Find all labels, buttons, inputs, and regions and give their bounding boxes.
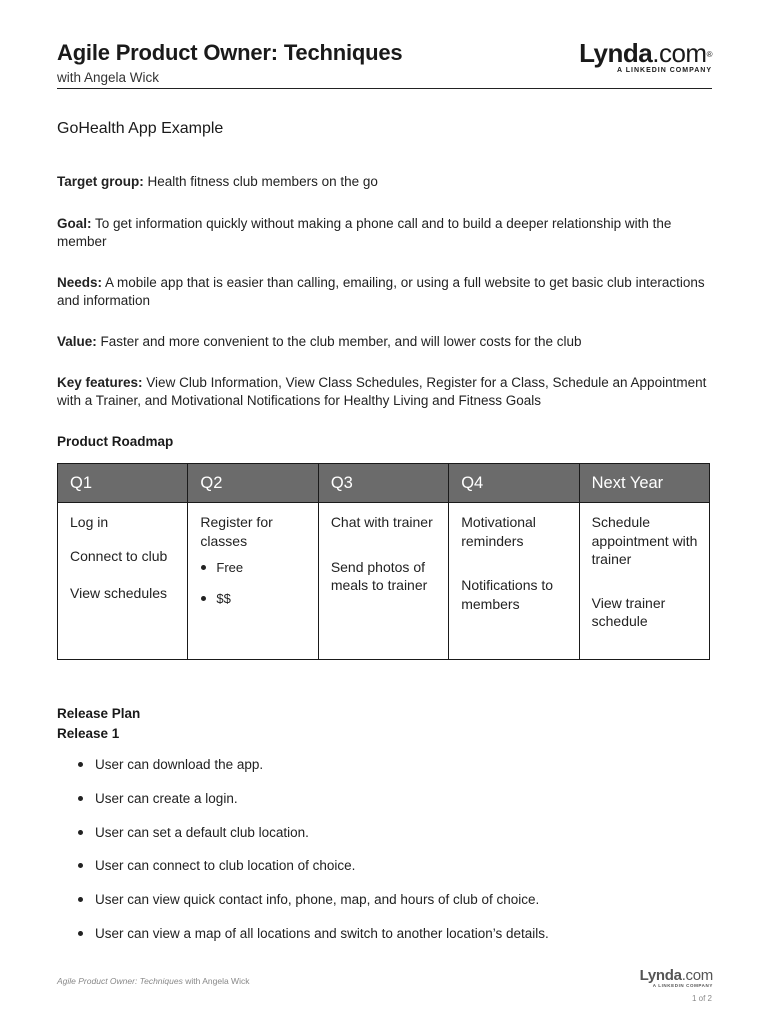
roadmap-column-q4 [449, 464, 579, 659]
list-item: User can download the app. [77, 756, 549, 790]
logo-wordmark-light: .com [652, 38, 707, 68]
roadmap-column-q2 [188, 464, 318, 659]
target-group-paragraph [57, 173, 712, 191]
value-paragraph [57, 333, 712, 351]
footer-logo-light: .com [681, 967, 713, 984]
list-item: User can set a default club location. [77, 824, 549, 858]
logo-wordmark-strong: Lynda [579, 38, 653, 68]
roadmap-column-q1 [58, 464, 188, 659]
roadmap-cell-q2 [188, 503, 317, 620]
footer-lynda-logo [640, 968, 713, 988]
roadmap-item: View trainer schedule [591, 594, 666, 629]
roadmap-cell-q3 [319, 503, 448, 610]
goal-text: To get information quickly without making a phone call and to build a deeper relationship with the member [57, 216, 672, 249]
roadmap-cell-q1 [58, 503, 187, 618]
roadmap-item: Chat with trainer [330, 514, 433, 530]
roadmap-column-next-year [580, 464, 709, 659]
footer-author: with Angela Wick [182, 976, 250, 986]
roadmap-item: Log in [70, 514, 109, 530]
value-label: Value: [57, 334, 97, 349]
roadmap-item: Connect to club [70, 547, 168, 564]
roadmap-item: Motivational reminders [461, 514, 536, 549]
roadmap-header-q2: Q2 [188, 464, 317, 503]
roadmap-title: Product Roadmap [57, 434, 174, 449]
footer-logo-strong: Lynda [639, 967, 682, 984]
roadmap-item: Schedule appointment with trainer [591, 514, 698, 567]
roadmap-header-next-year: Next Year [580, 464, 709, 503]
roadmap-header-q4: Q4 [449, 464, 578, 503]
target-group-label: Target group: [57, 174, 144, 189]
logo-registered-mark: ® [706, 50, 712, 59]
roadmap-header-q1: Q1 [58, 464, 187, 503]
roadmap-column-q3 [319, 464, 449, 659]
list-item: User can view a map of all locations and switch to another location’s details. [77, 925, 549, 959]
logo-wordmark [579, 40, 712, 66]
page-number: 1 of 2 [691, 994, 712, 1003]
header-divider [57, 88, 712, 89]
document-title: Agile Product Owner: Techniques [57, 40, 403, 65]
release-plan-title: Release Plan [57, 706, 141, 721]
roadmap-item: Notifications to members [461, 577, 554, 612]
document-author: with Angela Wick [57, 70, 160, 85]
list-item: User can connect to club location of choice. [77, 857, 549, 891]
goal-paragraph [57, 215, 712, 250]
logo-tagline: A LINKEDIN COMPANY [617, 67, 712, 74]
footer-course-title: Agile Product Owner: Techniques [57, 976, 183, 986]
release-list [77, 756, 549, 959]
footer-logo-tagline: A LINKEDIN COMPANY [652, 983, 713, 988]
roadmap-cell-next-year [580, 503, 709, 646]
footer-logo-wordmark [640, 968, 713, 983]
footer-credit [57, 976, 249, 986]
roadmap-cell-q4 [449, 503, 578, 628]
roadmap-table [57, 463, 710, 660]
roadmap-header-q3: Q3 [319, 464, 448, 503]
value-text: Faster and more convenient to the club member, and will lower costs for the club [96, 334, 582, 349]
section-title: GoHealth App Example [57, 120, 224, 137]
release-subtitle-text: Release 1 [57, 726, 120, 741]
key-features-paragraph [57, 374, 712, 409]
lynda-logo [579, 40, 712, 74]
release-subtitle [57, 726, 119, 741]
roadmap-bullet: Free [200, 559, 309, 578]
roadmap-bullet: $$ [200, 590, 309, 609]
roadmap-item: View schedules [70, 585, 168, 601]
needs-text: A mobile app that is easier than calling, emailing, or using a full website to get basic club interactions and information [57, 275, 705, 308]
list-item: User can create a login. [77, 790, 549, 824]
list-item: User can view quick contact info, phone, map, and hours of club of choice. [77, 891, 549, 925]
needs-label: Needs: [57, 275, 103, 290]
key-features-text: View Club Information, View Class Schedules, Register for a Class, Schedule an Appointment with a Trainer, and Motivational Notifications for Healthy Living and Fitness Goals [57, 375, 707, 408]
roadmap-item: Send photos of meals to trainer [330, 558, 428, 593]
key-features-label: Key features: [57, 375, 143, 390]
target-group-text: Health fitness club members on the go [143, 174, 378, 189]
goal-label: Goal: [57, 216, 92, 231]
needs-paragraph [57, 274, 712, 309]
roadmap-item: Register for classes [200, 514, 273, 549]
